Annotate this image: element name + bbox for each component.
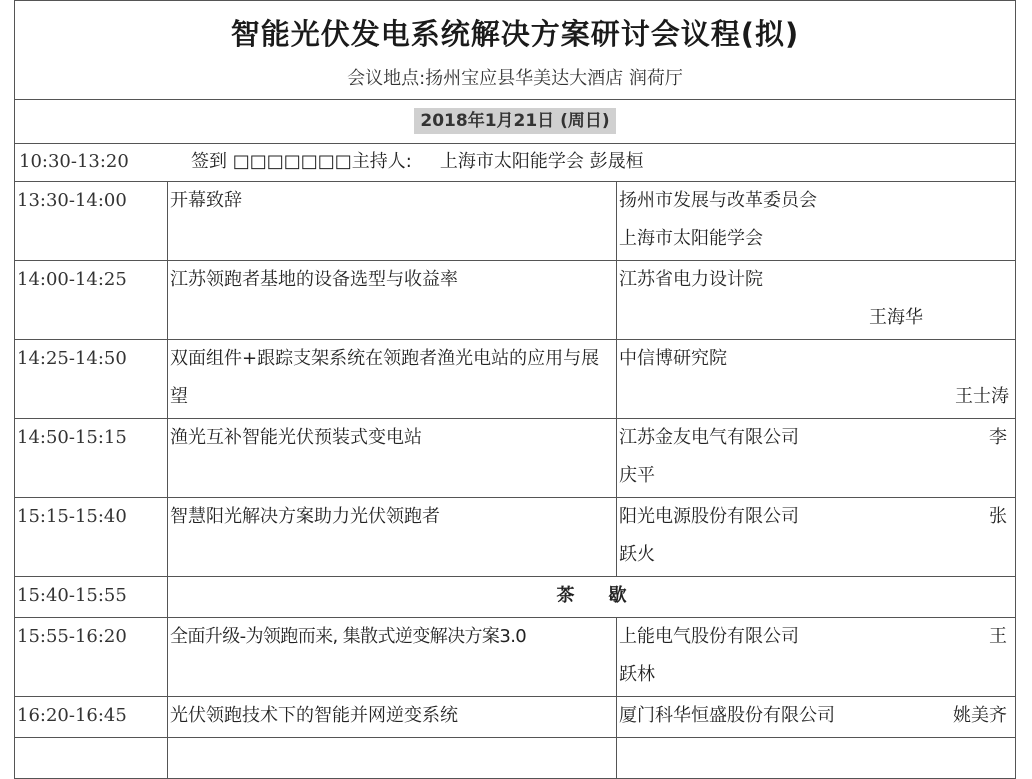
org-name: 江苏省电力设计院	[619, 269, 763, 290]
session-time: 14:25-14:50	[15, 340, 168, 419]
speaker-name-continued: 跃林	[619, 664, 655, 685]
agenda-table	[14, 0, 1016, 779]
tea-break-label-b: 歇	[608, 585, 627, 606]
session-topic: 全面升级-为领跑而来, 集散式逆变解决方案3.0	[168, 618, 617, 697]
title-cell	[15, 1, 1016, 60]
speaker-name: 王海华	[869, 307, 924, 328]
host-name: 上海市太阳能学会 彭晟桓	[439, 151, 644, 172]
table-row	[15, 182, 1016, 261]
tea-break-label-a: 茶	[556, 585, 575, 606]
empty-cell	[168, 738, 617, 779]
session-time: 15:15-15:40	[15, 498, 168, 577]
session-topic: 智慧阳光解决方案助力光伏领跑者	[168, 498, 617, 577]
checkin-placeholder-boxes: □□□□□□□	[232, 151, 352, 172]
org-name: 扬州市发展与改革委员会	[619, 190, 817, 211]
table-row	[15, 618, 1016, 697]
tea-break-time: 15:40-15:55	[15, 577, 168, 618]
org-name: 厦门科华恒盛股份有限公司	[619, 705, 835, 726]
session-org	[617, 340, 1016, 419]
session-org	[617, 697, 1016, 738]
table-row	[15, 498, 1016, 577]
speaker-name-continued: 庆平	[619, 465, 655, 486]
table-row	[15, 340, 1016, 419]
speaker-name-part: 李	[989, 427, 1008, 448]
venue-text: 会议地点:扬州宝应县华美达大酒店 润荷厅	[347, 68, 683, 89]
table-row	[15, 261, 1016, 340]
session-topic: 双面组件+跟踪支架系统在领跑者渔光电站的应用与展望	[168, 340, 617, 419]
table-row	[15, 697, 1016, 738]
session-topic: 开幕致辞	[168, 182, 617, 261]
speaker-name: 姚美齐	[953, 705, 1008, 726]
session-org	[617, 182, 1016, 261]
tea-break-cell	[168, 577, 1016, 618]
date-cell	[15, 100, 1016, 144]
checkin-row	[15, 144, 1016, 182]
session-time: 14:50-15:15	[15, 419, 168, 498]
org-name: 上能电气股份有限公司	[619, 626, 799, 647]
session-time: 16:20-16:45	[15, 697, 168, 738]
session-org	[617, 618, 1016, 697]
checkin-label: 签到	[191, 151, 227, 172]
session-time: 15:55-16:20	[15, 618, 168, 697]
page-title: 智能光伏发电系统解决方案研讨会议程(拟)	[230, 17, 800, 51]
session-topic: 光伏领跑技术下的智能并网逆变系统	[168, 697, 617, 738]
speaker-name-part: 王	[989, 626, 1008, 647]
org-name: 阳光电源股份有限公司	[619, 506, 799, 527]
session-time: 14:00-14:25	[15, 261, 168, 340]
agenda-document	[14, 0, 1015, 760]
venue-cell	[15, 59, 1016, 100]
session-org	[617, 498, 1016, 577]
empty-cell	[15, 738, 168, 779]
table-row	[15, 419, 1016, 498]
session-org	[617, 261, 1016, 340]
session-time: 13:30-14:00	[15, 182, 168, 261]
checkin-time: 10:30-13:20	[19, 151, 129, 172]
host-label: 主持人:	[351, 151, 412, 172]
speaker-name: 王士涛	[955, 386, 1010, 407]
session-org	[617, 419, 1016, 498]
org-name: 江苏金友电气有限公司	[619, 427, 799, 448]
speaker-name-continued: 跃火	[619, 544, 655, 565]
session-topic: 江苏领跑者基地的设备选型与收益率	[168, 261, 617, 340]
empty-cell	[617, 738, 1016, 779]
date-text: 2018年1月21日 (周日)	[414, 108, 615, 134]
tea-break-row	[15, 577, 1016, 618]
table-row	[15, 738, 1016, 779]
session-topic: 渔光互补智能光伏预装式变电站	[168, 419, 617, 498]
org-name-secondary: 上海市太阳能学会	[619, 228, 763, 249]
org-name: 中信博研究院	[619, 348, 727, 369]
speaker-name-part: 张	[989, 506, 1008, 527]
